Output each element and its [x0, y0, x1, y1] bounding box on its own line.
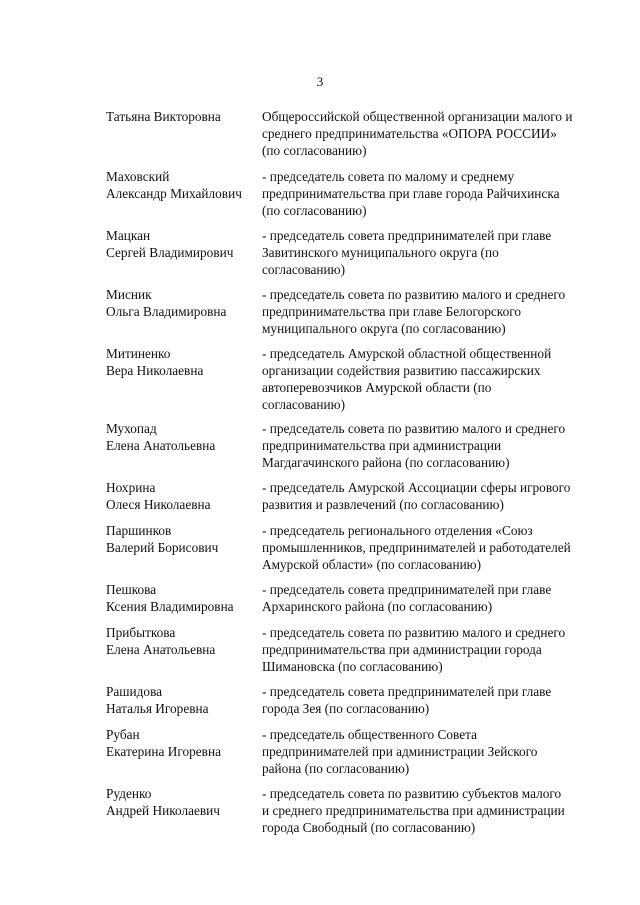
member-name-line: Прибыткова — [106, 625, 176, 640]
member-name-line: Елена Анатольевна — [106, 438, 216, 453]
member-name-line: Нохрина — [106, 480, 156, 495]
member-description — [262, 683, 607, 717]
member-name — [106, 683, 256, 717]
member-description-line: города Зея (по согласованию) — [262, 701, 430, 716]
member-description-line: города Свободный (по согласованию) — [262, 820, 476, 835]
member-name — [106, 624, 256, 658]
member-description-line: Архаринского района (по согласованию) — [262, 599, 493, 614]
member-name — [106, 168, 256, 202]
member-description-line: предпринимательства при администрации города — [262, 642, 542, 657]
member-description-line: среднего предпринимательства «ОПОРА РОССИИ» — [262, 126, 557, 141]
member-entry — [0, 345, 640, 420]
member-name-line: Мисник — [106, 287, 152, 302]
member-description-line: предпринимательства при главе города Райчихинска — [262, 186, 560, 201]
member-entry — [0, 726, 640, 785]
member-name — [106, 581, 256, 615]
member-name-line: Олеся Николаевна — [106, 497, 211, 512]
member-description-line: (по согласованию) — [262, 203, 367, 218]
member-description-line: Амурской области» (по согласованию) — [262, 557, 482, 572]
member-name-line: Екатерина Игоревна — [106, 744, 221, 759]
member-description — [262, 108, 607, 159]
member-description — [262, 227, 607, 278]
member-entry — [0, 168, 640, 227]
member-description-line: - председатель Амурской областной общественной — [262, 346, 552, 361]
member-name — [106, 522, 256, 556]
member-name-line: Пешкова — [106, 582, 157, 597]
member-description-line: предпринимательства при администрации — [262, 438, 502, 453]
member-name-line: Ольга Владимировна — [106, 304, 227, 319]
member-description-line: - председатель совета по развитию малого и среднего — [262, 287, 566, 302]
member-name — [106, 420, 256, 454]
member-entry — [0, 522, 640, 581]
member-description-line: - председатель совета предпринимателей при главе — [262, 228, 552, 243]
member-name — [106, 227, 256, 261]
member-description-line: Магдагачинского района (по согласованию) — [262, 455, 510, 470]
member-name — [106, 286, 256, 320]
member-name-line: Валерий Борисович — [106, 540, 219, 555]
member-description-line: согласованию) — [262, 397, 346, 412]
member-name-line: Ксения Владимировна — [106, 599, 234, 614]
member-name — [106, 726, 256, 760]
member-name-line: Рубан — [106, 727, 140, 742]
member-description — [262, 581, 607, 615]
member-description-line: - председатель Амурской Ассоциации сферы игрового — [262, 480, 571, 495]
member-description — [262, 479, 607, 513]
member-name-line: Митиненко — [106, 346, 171, 361]
member-description-line: организации содействия развитию пассажирских — [262, 363, 541, 378]
member-entry — [0, 624, 640, 683]
member-description-line: Шимановска (по согласованию) — [262, 659, 443, 674]
member-description-line: согласованию) — [262, 262, 346, 277]
member-description — [262, 168, 607, 219]
member-entry — [0, 683, 640, 726]
member-name-line: Татьяна Викторовна — [106, 109, 221, 124]
member-description-line: - председатель совета предпринимателей при главе — [262, 684, 552, 699]
member-name-line: Андрей Николаевич — [106, 803, 220, 818]
member-description-line: Завитинского муниципального округа (по — [262, 245, 499, 260]
member-description-line: района (по согласованию) — [262, 761, 410, 776]
member-entry — [0, 227, 640, 286]
member-description-line: предпринимателей при администрации Зейского — [262, 744, 538, 759]
member-entry — [0, 479, 640, 522]
member-name — [106, 108, 256, 125]
member-name — [106, 345, 256, 379]
member-name-line: Сергей Владимирович — [106, 245, 234, 260]
member-description-line: развития и развлечений (по согласованию) — [262, 497, 504, 512]
member-name-line: Наталья Игоревна — [106, 701, 209, 716]
member-description-line: - председатель совета по развитию малого и среднего — [262, 421, 566, 436]
member-description-line: и среднего предпринимательства при администрации — [262, 803, 565, 818]
member-description-line: - председатель совета предпринимателей при главе — [262, 582, 552, 597]
member-entry — [0, 420, 640, 479]
member-description — [262, 726, 607, 777]
member-name — [106, 479, 256, 513]
member-description-line: - председатель регионального отделения «Союз — [262, 523, 533, 538]
member-description-line: - председатель совета по развитию субъектов малого — [262, 786, 562, 801]
member-description — [262, 345, 607, 413]
member-name-line: Мухопад — [106, 421, 157, 436]
member-description-line: - председатель совета по малому и среднему — [262, 169, 515, 184]
member-entry — [0, 785, 640, 844]
member-name — [106, 785, 256, 819]
member-name-line: Маховский — [106, 169, 170, 184]
member-description-line: муниципального округа (по согласованию) — [262, 321, 506, 336]
member-list — [0, 108, 640, 844]
member-name-line: Мацкан — [106, 228, 151, 243]
member-description-line: Общероссийской общественной организации малого и — [262, 109, 573, 124]
page-number: 3 — [316, 74, 324, 89]
member-name-line: Руденко — [106, 786, 152, 801]
member-description — [262, 785, 607, 836]
member-description-line: предпринимательства при главе Белогорского — [262, 304, 521, 319]
member-description-line: автоперевозчиков Амурской области (по — [262, 380, 492, 395]
member-entry — [0, 581, 640, 624]
member-description-line: промышленников, предпринимателей и работодателей — [262, 540, 571, 555]
member-description-line: (по согласованию) — [262, 143, 367, 158]
member-name-line: Рашидова — [106, 684, 163, 699]
member-description — [262, 624, 607, 675]
member-description — [262, 522, 607, 573]
member-description-line: - председатель совета по развитию малого и среднего — [262, 625, 566, 640]
member-name-line: Елена Анатольевна — [106, 642, 216, 657]
member-description — [262, 420, 607, 471]
member-description — [262, 286, 607, 337]
member-description-line: - председатель общественного Совета — [262, 727, 478, 742]
member-name-line: Паршинков — [106, 523, 172, 538]
member-entry — [0, 286, 640, 345]
member-entry — [0, 108, 640, 168]
member-name-line: Александр Михайлович — [106, 186, 242, 201]
member-name-line: Вера Николаевна — [106, 363, 204, 378]
